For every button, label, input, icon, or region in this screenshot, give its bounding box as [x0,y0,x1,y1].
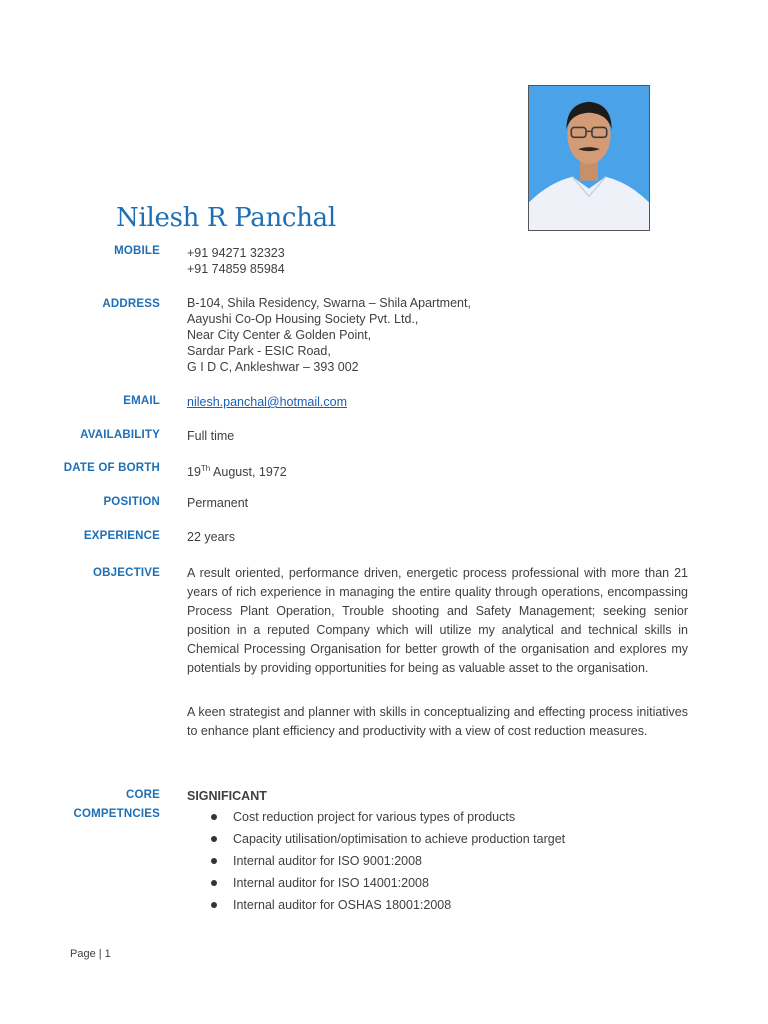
address-line-1: B-104, Shila Residency, Swarna – Shila Apartment, [187,296,471,310]
list-item [187,853,565,875]
candidate-name: Nilesh R Panchal [116,203,336,233]
core-list [187,809,565,919]
objective-label: OBJECTIVE [93,567,160,579]
objective-paragraph-1: A result oriented, performance driven, energetic process professional with more than 21 years of rich experience in managing the entire quality through operations, encompassing Process Plant Operation, Trouble shooting and Safety Management; seeking senior position in a reputed Company which will utilize my analytical and technical skills in Chemical Processing Organisation for better growth of the organisation and explores my potentials by providing opportunities for being as valuable asset to the organisation. [187,566,688,675]
list-item [187,897,565,919]
core-label-line-1: CORE [125,789,160,801]
email-label: EMAIL [123,395,160,407]
address-line-4: Sardar Park - ESIC Road, [187,344,331,358]
address-line-2: Aayushi Co-Op Housing Society Pvt. Ltd., [187,312,419,326]
mobile-number-2: +91 74859 85984 [187,262,285,276]
bullet-icon [211,836,217,842]
bullet-icon [211,902,217,908]
list-item-text: Internal auditor for OSHAS 18001:2008 [233,898,452,912]
list-item [187,831,565,853]
address-label: ADDRESS [102,298,160,310]
mobile-label: MOBILE [114,245,160,257]
dob-label: DATE OF BORTH [63,462,160,474]
address-line-5: G I D C, Ankleshwar – 393 002 [187,360,359,374]
dob-value [187,461,287,480]
mobile-number-1: +91 94271 32323 [187,246,285,260]
bullet-icon [211,814,217,820]
list-item [187,875,565,897]
core-label-line-2: COMPETNCIES [73,808,160,820]
page-footer: Page | 1 [70,948,111,960]
position-value: Permanent [187,496,249,510]
dob-day-suffix: Th [200,464,211,473]
email-link[interactable]: nilesh.panchal@hotmail.com [187,395,347,409]
position-label: POSITION [103,496,160,508]
objective-paragraph-2: A keen strategist and planner with skills in conceptualizing and effecting process initiatives to enhance plant efficiency and productivity with a view of cost reduction measures. [187,705,688,738]
bullet-icon [211,858,217,864]
list-item [187,809,565,831]
experience-label: EXPERIENCE [83,530,160,542]
list-item-text: Internal auditor for ISO 9001:2008 [233,854,423,868]
address-value [187,295,471,375]
bullet-icon [211,880,217,886]
dob-day: 19 [187,465,201,480]
mobile-value [187,245,285,277]
availability-label: AVAILABILITY [80,429,160,441]
availability-value: Full time [187,429,235,443]
core-heading: SIGNIFICANT [187,789,267,803]
list-item-text: Cost reduction project for various types of products [233,810,516,824]
profile-photo [528,85,650,231]
dob-month-year: August, 1972 [210,465,287,480]
list-item-text: Internal auditor for ISO 14001:2008 [233,876,429,890]
address-line-3: Near City Center & Golden Point, [187,328,372,342]
experience-value: 22 years [187,530,235,544]
list-item-text: Capacity utilisation/optimisation to achieve production target [233,832,566,846]
